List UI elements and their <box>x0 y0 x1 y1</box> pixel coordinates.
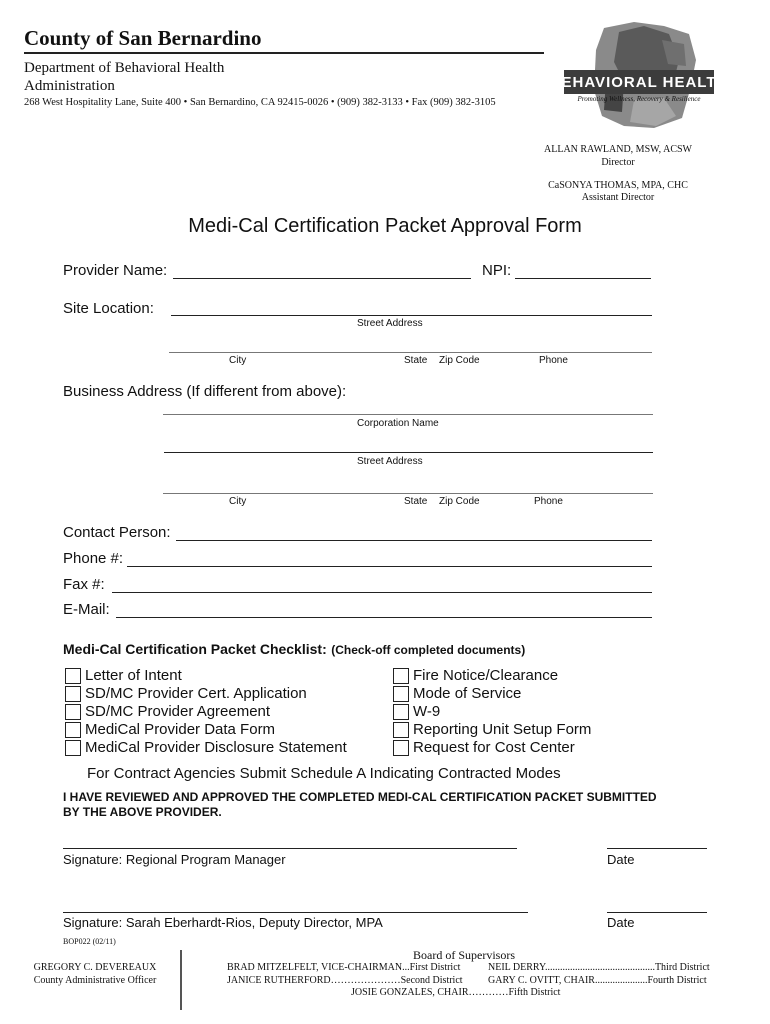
checkbox-provider-cert-application[interactable] <box>65 686 81 702</box>
officer-title: County Administrative Officer <box>33 975 157 986</box>
signature-deputy-field[interactable] <box>63 912 528 913</box>
checklist-subtitle: (Check-off completed documents) <box>331 643 526 657</box>
footer-divider <box>180 950 182 1010</box>
checkbox-w9[interactable] <box>393 704 409 720</box>
business-phone-caption: Phone <box>534 496 563 507</box>
header-rule <box>24 52 544 54</box>
form-code: BOP022 (02/11) <box>63 937 116 946</box>
date-manager-label: Date <box>607 852 635 867</box>
checklist-item-label: SD/MC Provider Agreement <box>85 703 271 720</box>
corporation-name-field[interactable] <box>163 414 653 415</box>
checkbox-provider-agreement[interactable] <box>65 704 81 720</box>
form-title: Medi-Cal Certification Packet Approval Form <box>188 215 582 237</box>
supervisor-1: BRAD MITZELFELT, VICE-CHAIRMAN...First District <box>227 962 461 973</box>
checklist-item-label: MediCal Provider Disclosure Statement <box>85 739 347 756</box>
dept-address: 268 West Hospitality Lane, Suite 400 • San Bernardino, CA 92415-0026 • (909) 382-3133 • Fax (909) 382-3105 <box>24 97 496 108</box>
email-field[interactable] <box>116 617 652 618</box>
checklist-title: Medi-Cal Certification Packet Checklist: <box>63 641 327 657</box>
svg-text:Promoting Wellness, Recovery &: Promoting Wellness, Recovery & Resilience <box>577 95 701 103</box>
date-manager-field[interactable] <box>607 848 707 849</box>
dept-sub: Administration <box>24 78 115 94</box>
site-phone-caption: Phone <box>539 355 568 366</box>
checklist-item-label: Request for Cost Center <box>413 739 575 756</box>
fax-label: Fax #: <box>63 576 105 593</box>
svg-text:BEHAVIORAL HEALTH: BEHAVIORAL HEALTH <box>549 74 729 91</box>
asst-director-name: CaSONYA THOMAS, MPA, CHC <box>548 180 688 191</box>
checkbox-fire-notice[interactable] <box>393 668 409 684</box>
site-street-caption: Street Address <box>357 318 423 329</box>
email-label: E-Mail: <box>63 601 110 618</box>
site-street-field[interactable] <box>171 315 652 316</box>
npi-label: NPI: <box>482 262 512 279</box>
behavioral-health-logo <box>549 20 729 132</box>
checkbox-reporting-unit-setup[interactable] <box>393 722 409 738</box>
director-title: Director <box>601 157 635 168</box>
phone-label: Phone #: <box>63 550 124 567</box>
business-city-caption: City <box>229 496 247 507</box>
site-zip-caption: Zip Code <box>439 355 480 366</box>
business-city-field[interactable] <box>163 493 653 494</box>
checklist-item-label: Letter of Intent <box>85 667 182 684</box>
signature-manager-label: Signature: Regional Program Manager <box>63 852 286 867</box>
signature-manager-field[interactable] <box>63 848 517 849</box>
checklist-item-label: Mode of Service <box>413 685 522 702</box>
officer-name: GREGORY C. DEVEREAUX <box>33 962 157 973</box>
county-title: County of San Bernardino <box>24 26 262 50</box>
site-location-label: Site Location: <box>63 300 154 317</box>
checklist-item-label: W-9 <box>413 703 441 720</box>
supervisor-4: GARY C. OVITT, CHAIR.....................Fourth District <box>488 975 707 986</box>
checkbox-letter-of-intent[interactable] <box>65 668 81 684</box>
site-city-field[interactable] <box>169 352 652 353</box>
business-street-field[interactable] <box>164 452 653 453</box>
contract-agencies-note: For Contract Agencies Submit Schedule A Indicating Contracted Modes <box>87 765 561 782</box>
checklist-header <box>63 641 525 659</box>
supervisor-3: NEIL DERRY............................................Third District <box>488 962 710 973</box>
fax-field[interactable] <box>112 592 652 593</box>
provider-name-field[interactable] <box>173 278 471 279</box>
checkbox-disclosure-statement[interactable] <box>65 740 81 756</box>
checklist-item-label: Fire Notice/Clearance <box>413 667 559 684</box>
phone-field[interactable] <box>127 566 652 567</box>
business-street-caption: Street Address <box>357 456 423 467</box>
board-title: Board of Supervisors <box>413 948 515 962</box>
contact-person-field[interactable] <box>176 540 652 541</box>
business-zip-caption: Zip Code <box>439 496 480 507</box>
checkbox-provider-data-form[interactable] <box>65 722 81 738</box>
date-deputy-label: Date <box>607 915 635 930</box>
provider-name-label: Provider Name: <box>63 262 168 279</box>
site-city-caption: City <box>229 355 247 366</box>
checkbox-mode-of-service[interactable] <box>393 686 409 702</box>
site-state-caption: State <box>404 355 428 366</box>
business-state-caption: State <box>404 496 428 507</box>
date-deputy-field[interactable] <box>607 912 707 913</box>
checklist-item-label: MediCal Provider Data Form <box>85 721 276 738</box>
corporation-name-caption: Corporation Name <box>357 418 439 429</box>
dept-name: Department of Behavioral Health <box>24 60 225 76</box>
approval-statement-line2: BY THE ABOVE PROVIDER. <box>63 805 222 819</box>
checklist-item-label: SD/MC Provider Cert. Application <box>85 685 307 702</box>
supervisor-2: JANICE RUTHERFORD…………………Second District <box>227 975 463 986</box>
approval-statement-line1: I HAVE REVIEWED AND APPROVED THE COMPLETED MEDI-CAL CERTIFICATION PACKET SUBMITTED <box>63 790 657 804</box>
asst-director-title: Assistant Director <box>581 192 655 203</box>
npi-field[interactable] <box>515 278 651 279</box>
supervisor-5: JOSIE GONZALES, CHAIR…………Fifth District <box>351 987 561 998</box>
director-name: ALLAN RAWLAND, MSW, ACSW <box>544 144 692 155</box>
checklist-item-label: Reporting Unit Setup Form <box>413 721 592 738</box>
signature-deputy-label: Signature: Sarah Eberhardt-Rios, Deputy Director, MPA <box>63 915 383 930</box>
checkbox-cost-center[interactable] <box>393 740 409 756</box>
contact-person-label: Contact Person: <box>63 524 171 541</box>
business-address-label: Business Address (If different from above): <box>63 383 347 400</box>
